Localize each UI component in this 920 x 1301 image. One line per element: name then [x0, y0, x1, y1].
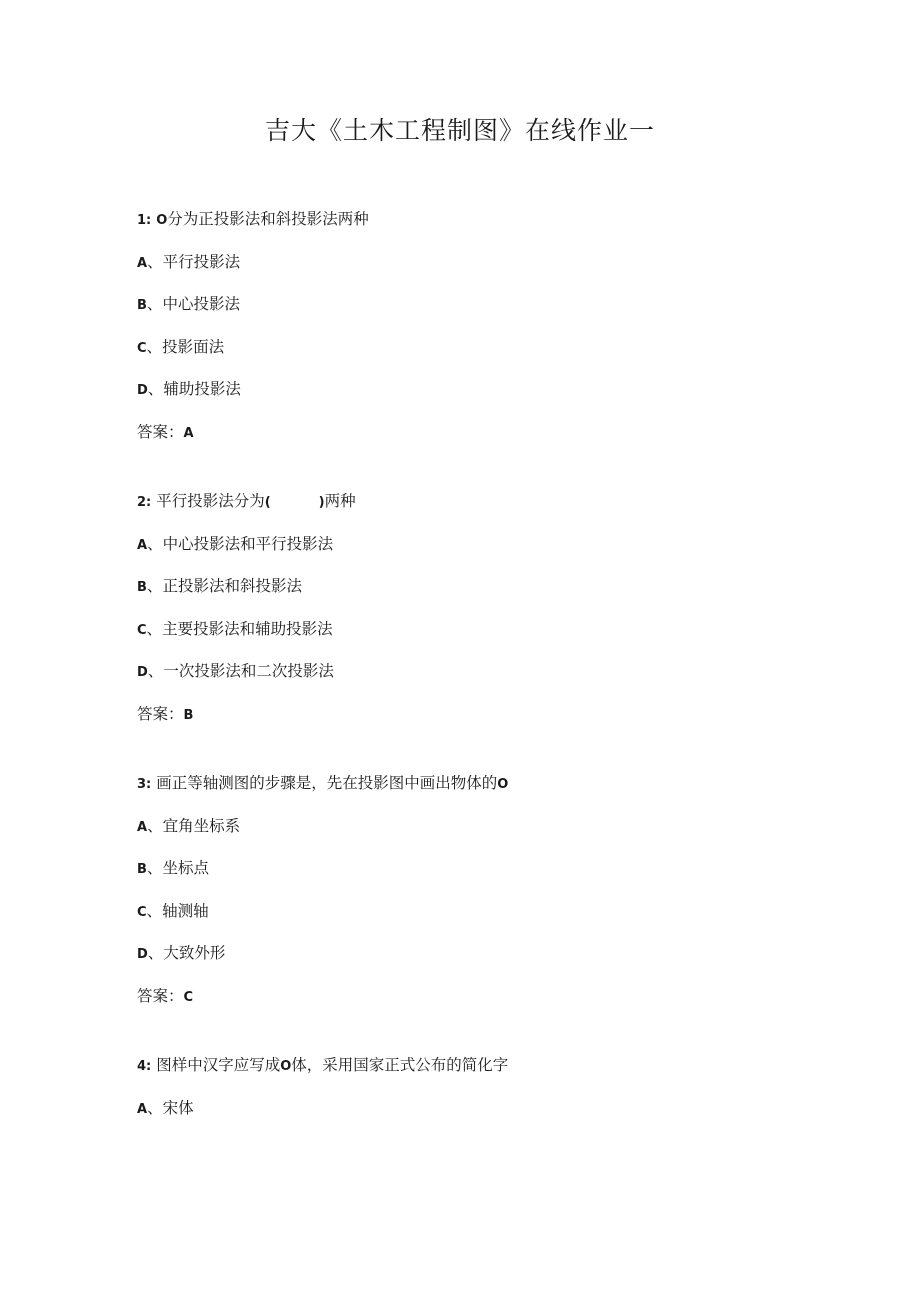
answer-label: 答案： [137, 422, 184, 441]
question-list [137, 207, 837, 1165]
option-d [137, 659, 837, 684]
answer-value: C [183, 989, 194, 1005]
option-a [137, 814, 837, 839]
option-letter: A [137, 537, 148, 553]
option-text: 大致外形 [163, 944, 226, 963]
question-stem [137, 1053, 837, 1078]
question-2 [137, 489, 837, 727]
option-letter: D [137, 947, 148, 963]
option-letter: A [137, 255, 148, 271]
question-1 [137, 207, 837, 445]
option-separator: 、 [146, 295, 163, 314]
answer-value: A [183, 425, 194, 441]
option-separator: 、 [147, 944, 164, 963]
option-separator: 、 [146, 577, 163, 596]
blank-marker: O [497, 776, 509, 792]
question-text-after: 两种 [324, 491, 356, 510]
question-text: 平行投影法分为 [156, 491, 265, 510]
option-separator: 、 [147, 380, 164, 399]
option-text: 轴测轴 [162, 901, 209, 920]
option-d [137, 377, 837, 402]
option-text: 宋体 [162, 1098, 194, 1117]
question-stem [137, 489, 837, 514]
option-a [137, 532, 837, 557]
option-text: 中心投影法和平行投影法 [162, 534, 334, 553]
answer-label: 答案： [137, 704, 184, 723]
option-separator: 、 [146, 859, 163, 878]
option-separator: 、 [147, 816, 163, 835]
answer-line [137, 984, 837, 1009]
option-letter: B [137, 298, 147, 314]
question-text: 图样中汉字应写成 [156, 1055, 281, 1074]
question-3 [137, 771, 837, 1009]
answer-line [137, 420, 837, 445]
document-title: 吉大《土木工程制图》在线作业一 [264, 116, 655, 145]
question-number: 2: [137, 494, 152, 510]
option-c [137, 335, 837, 360]
option-b [137, 856, 837, 881]
option-letter: C [137, 622, 147, 638]
option-b [137, 292, 837, 317]
option-text: 宜角坐标系 [162, 816, 241, 835]
option-separator: 、 [147, 662, 164, 681]
question-number: 4: [137, 1058, 152, 1074]
option-letter: B [137, 862, 147, 878]
option-separator: 、 [146, 619, 163, 638]
question-4 [137, 1053, 837, 1121]
option-a [137, 250, 837, 275]
option-a [137, 1096, 837, 1121]
option-text: 投影面法 [162, 337, 225, 356]
option-text: 一次投影法和二次投影法 [163, 662, 334, 681]
option-letter: B [137, 580, 147, 596]
blank-marker: O [280, 1058, 292, 1074]
option-text: 主要投影法和辅助投影法 [162, 619, 333, 638]
question-text: 分为正投影法和斜投影法两种 [167, 210, 369, 228]
option-letter: D [137, 665, 148, 681]
option-b [137, 574, 837, 599]
option-text: 辅助投影法 [163, 380, 241, 399]
option-separator: 、 [146, 901, 163, 920]
option-text: 中心投影法 [162, 295, 240, 314]
option-d [137, 941, 837, 966]
question-text: 画正等轴测图的步骤是，先在投影图中画出物体的 [156, 773, 498, 792]
option-separator: 、 [146, 337, 163, 356]
option-letter: C [137, 904, 147, 920]
option-separator: 、 [147, 1098, 163, 1117]
option-letter: D [137, 383, 148, 399]
paren-close: ) [318, 494, 325, 510]
question-number: 3: [137, 776, 152, 792]
paren-open: ( [264, 494, 271, 510]
option-separator: 、 [147, 534, 163, 553]
option-letter: A [137, 819, 148, 835]
option-text: 平行投影法 [162, 252, 241, 271]
option-letter: C [137, 340, 147, 356]
option-text: 坐标点 [162, 859, 209, 878]
option-letter: A [137, 1101, 148, 1117]
question-stem [137, 207, 837, 232]
option-text: 正投影法和斜投影法 [162, 577, 302, 596]
option-c [137, 617, 837, 642]
question-stem [137, 771, 837, 796]
question-number: 1: [137, 213, 152, 228]
answer-line [137, 702, 837, 727]
answer-label: 答案： [137, 986, 184, 1005]
question-text-after: 体，采用国家正式公布的简化字 [291, 1055, 509, 1074]
answer-value: B [183, 707, 194, 723]
blank-marker: O [156, 213, 168, 228]
option-separator: 、 [147, 252, 163, 271]
option-c [137, 899, 837, 924]
